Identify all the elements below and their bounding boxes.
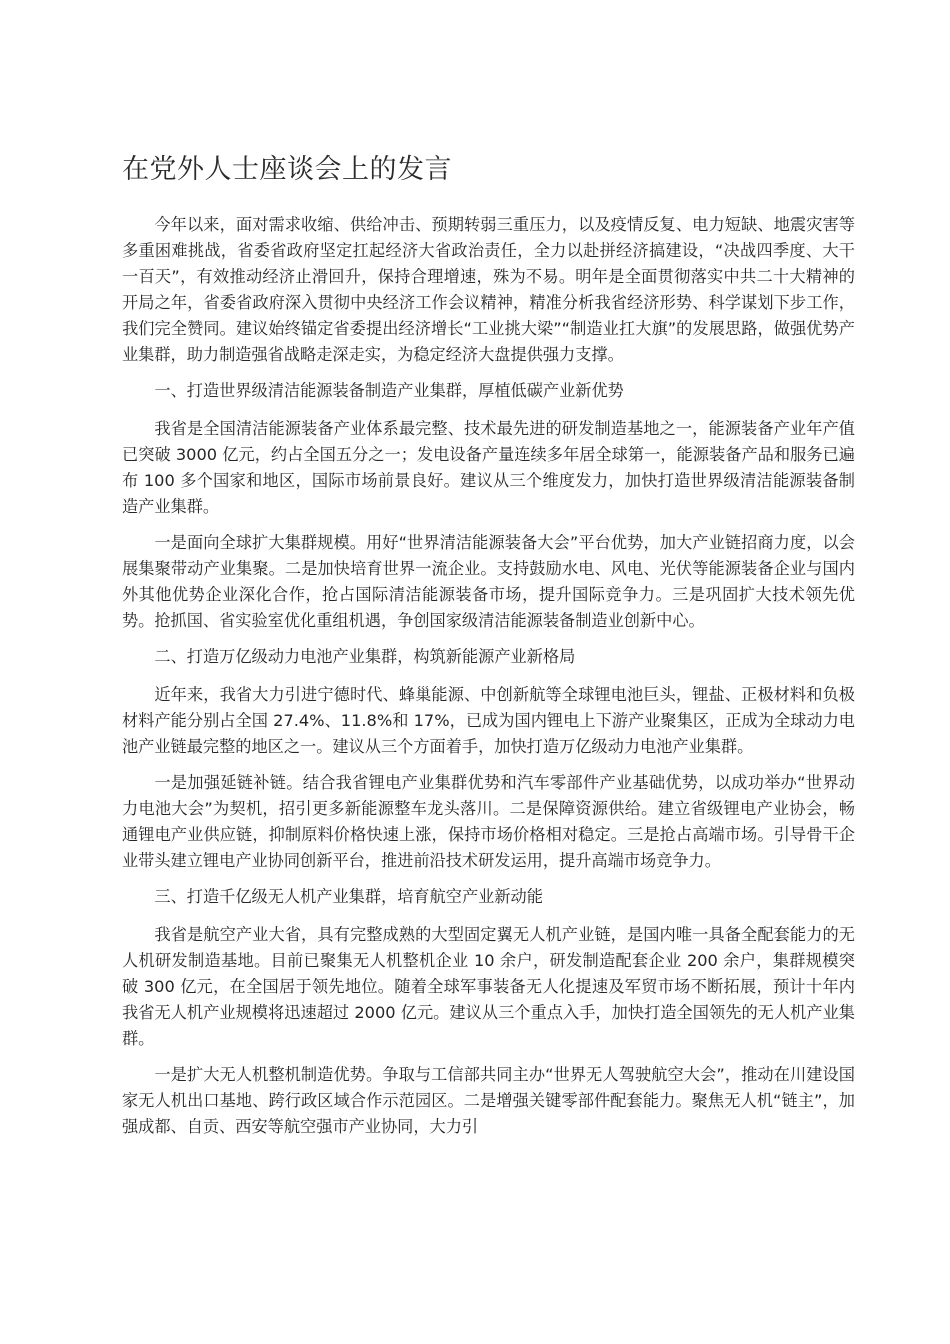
paragraph-battery-overview: 近年来，我省大力引进宁德时代、蜂巢能源、中创新航等全球锂电池巨头，锂盐、正极材料和负极材料产能分别占全国 27.4%、11.8%和 17%，已成为国内锂电上下游产业聚集区，正成为全球动力电池产业链最完整的地区之一。建议从三个方面着手，加快打造万亿级动力电池产业集群。 [122,685,855,756]
paragraph-drone-overview: 我省是航空产业大省，具有完整成熟的大型固定翼无人机产业链，是国内唯一具备全配套能力的无人机研发制造基地。目前已聚集无人机整机企业 10 余户，研发制造配套企业 200 余户，集群规模突破 300 亿元，在全国居于领先地位。随着全球军事装备无人化提速及军贸市场不断拓展，预计十年内我省无人机产业规模将迅速超过 2000 亿元。建议从三个重点入手，加快打造全国领先的无人机产业集群。 [122,925,855,1048]
document-page [122,150,855,1150]
paragraph-energy-overview: 我省是全国清洁能源装备产业体系最完整、技术最先进的研发制造基地之一，能源装备产业年产值已突破 3000 亿元，约占全国五分之一；发电设备产量连续多年居全球第一，能源装备产品和服务已遍布 100 多个国家和地区，国际市场前景良好。建议从三个维度发力，加快打造世界级清洁能源装备制造产业集群。 [122,419,855,516]
document-title: 在党外人士座谈会上的发言 [122,154,452,185]
paragraph-intro: 今年以来，面对需求收缩、供给冲击、预期转弱三重压力，以及疫情反复、电力短缺、地震灾害等多重困难挑战，省委省政府坚定扛起经济大省政治责任，全力以赴拼经济搞建设，“决战四季度、大干一百天”，有效推动经济止滑回升，保持合理增速，殊为不易。明年是全面贯彻落实中共二十大精神的开局之年，省委省政府深入贯彻中央经济工作会议精神，精准分析我省经济形势、科学谋划下步工作，我们完全赞同。建议始终锚定省委提出经济增长“工业挑大梁”“制造业扛大旗”的发展思路，做强优势产业集群，助力制造强省战略走深走实，为稳定经济大盘提供强力支撑。 [122,215,855,364]
paragraph-drone-measures: 一是扩大无人机整机制造优势。争取与工信部共同主办“世界无人驾驶航空大会”，推动在川建设国家无人机出口基地、跨行政区域合作示范园区。二是增强关键零部件配套能力。聚焦无人机“链主”，加强成都、自贡、西安等航空强市产业协同，大力引 [122,1065,855,1136]
paragraph-battery-measures: 一是加强延链补链。结合我省锂电产业集群优势和汽车零部件产业基础优势，以成功举办“世界动力电池大会”为契机，招引更多新能源整车龙头落川。二是保障资源供给。建立省级锂电产业协会，畅通锂电产业供应链，抑制原料价格快速上涨，保持市场价格相对稳定。三是抢占高端市场。引导骨干企业带头建立锂电产业协同创新平台，推进前沿技术研发运用，提升高端市场竞争力。 [122,773,855,870]
paragraph-energy-measures: 一是面向全球扩大集群规模。用好“世界清洁能源装备大会”平台优势，加大产业链招商力度，以会展集聚带动产业集聚。二是加快培育世界一流企业。支持鼓励水电、风电、光伏等能源装备企业与国内外其他优势企业深化合作，抢占国际清洁能源装备市场，提升国际竞争力。三是巩固扩大技术领先优势。抢抓国、省实验室优化重组机遇，争创国家级清洁能源装备制造业创新中心。 [122,533,855,630]
section-heading-1: 一、打造世界级清洁能源装备制造产业集群，厚植低碳产业新优势 [154,381,624,400]
section-heading-2: 二、打造万亿级动力电池产业集群，构筑新能源产业新格局 [154,647,576,666]
section-heading-3: 三、打造千亿级无人机产业集群，培育航空产业新动能 [154,887,543,906]
